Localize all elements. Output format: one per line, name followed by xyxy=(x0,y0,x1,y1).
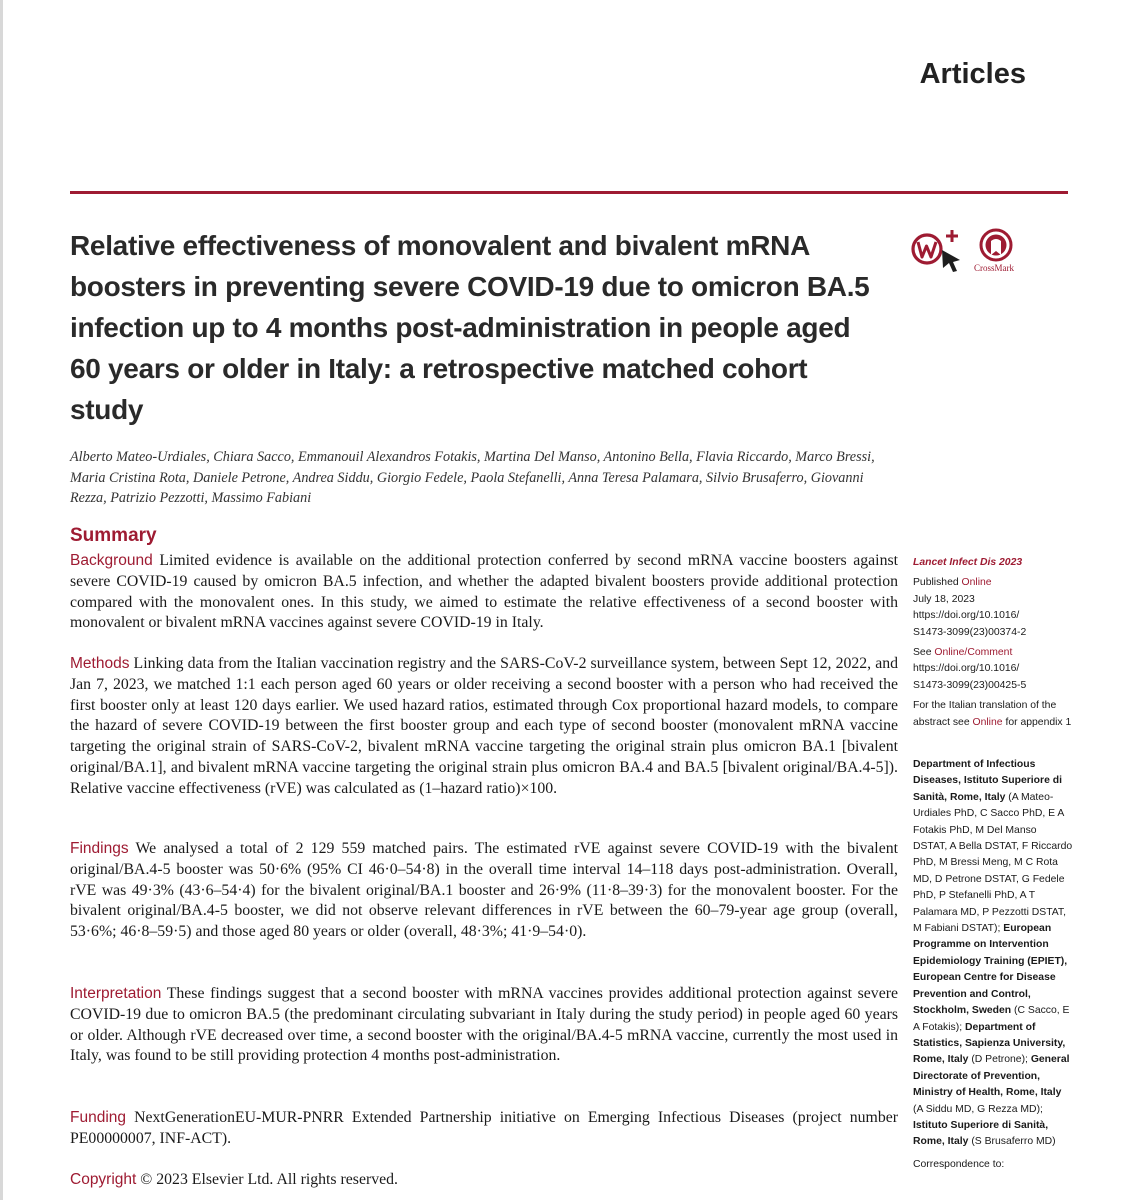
summary-heading: Summary xyxy=(70,525,157,546)
author-list: Alberto Mateo-Urdiales, Chiara Sacco, Emmanouil Alexandros Fotakis, Martina Del Manso, Antonino Bella, Flavia Riccardo, Marco Bressi, Maria Cristina Rota, Daniele Petrone, Andrea Siddu, Giorgio Fedele, Paola Stefanelli, Anna Teresa Palamara, Silvio Brusaferro, Giovanni Rezza, Patrizio Pezzotti, Massimo Fabiani xyxy=(70,449,875,506)
doi-link[interactable]: https://doi.org/10.1016/ xyxy=(913,663,1020,675)
section-label: Articles xyxy=(919,58,1026,90)
doi-link[interactable]: S1473-3099(23)00425-5 xyxy=(913,679,1027,691)
abstract-label: Methods xyxy=(70,655,130,672)
doi-link[interactable]: S1473-3099(23)00374-2 xyxy=(913,626,1027,638)
abstract-text: © 2023 Elsevier Ltd. All rights reserved. xyxy=(140,1171,398,1188)
abstract-text: Linking data from the Italian vaccination registry and the SARS-CoV-2 surveillance system, between Sept 12, 2022, and Jan 7, 2023, we matched 1:1 each person aged 60 years or older receiving a second booster with a person who had received the first booster only at least 120 days earlier. We used hazard ratios, estimated through Cox proportional hazard models, to compare the hazard of severe COVID-19 between the first booster group and each type of second booster (monovalent mRNA vaccine targeting the original strain of SARS-CoV-2, bivalent mRNA vaccine targeting the original strain plus omicron BA.1 [bivalent original/BA.1], and bivalent mRNA vaccine targeting the original strain plus omicron BA.4 and BA.5 [bivalent original/BA.4-5]). Relative vaccine effectiveness (rVE) was calculated as (1–hazard ratio)×100. xyxy=(70,655,899,797)
affiliation-people: (A Siddu MD, G Rezza MD); xyxy=(913,1103,1043,1115)
sidebar-affiliations xyxy=(913,757,1073,1173)
abstract-interpretation xyxy=(70,984,898,1067)
translation-suffix: for appendix 1 xyxy=(1005,716,1072,728)
article-title: Relative effectiveness of monovalent and bivalent mRNA boosters in preventing severe COVID-19 due to omicron BA.5 infection up to 4 months post-administration in people aged 60 years or older in Italy: a retrospective matched cohort study xyxy=(70,230,870,425)
abstract-label: Background xyxy=(70,552,153,569)
abstract-text: Limited evidence is available on the additional protection conferred by second mRNA vaccine boosters against severe COVID-19 caused by omicron BA.5 infection, and whether the adapted bivalent boosters provide additional protection compared with the monovalent ones. In this study, we aimed to estimate the relative effectiveness of a second booster with monovalent or bivalent mRNA vaccines against severe COVID-19 in Italy. xyxy=(70,552,899,632)
published-online-link[interactable]: Online xyxy=(961,577,992,589)
affiliation-name: Istituto Superiore di Sanità, Rome, Italy xyxy=(913,1119,1049,1148)
publication-date: July 18, 2023 xyxy=(913,593,975,605)
crossmark-icon[interactable] xyxy=(978,228,1014,262)
abstract-copyright xyxy=(70,1170,898,1191)
abstract-funding xyxy=(70,1108,898,1150)
published-prefix: Published xyxy=(913,577,959,589)
abstract-label: Interpretation xyxy=(70,985,162,1002)
affiliation-name: European Programme on Intervention Epidemiology Training (EPIET), European Centre for Disease Prevention and Control, Stockholm, Sweden xyxy=(913,923,1068,1017)
abstract-label: Funding xyxy=(70,1109,127,1126)
abstract-label: Findings xyxy=(70,840,129,857)
web-extra-icon[interactable] xyxy=(910,230,972,272)
abstract-methods xyxy=(70,654,898,800)
abstract-text: These findings suggest that a second booster with mRNA vaccines provides additional protection against severe COVID-19 due to omicron BA.5 (the predominant circulating subvariant in Italy during the study period) in people aged 60 years or older. Although rVE decreased over time, a second booster with the original/BA.4-5 mRNA vaccine, currently the most used in Italy, was found to be still providing protection 4 months post-administration. xyxy=(70,985,898,1065)
affiliation-name: Department of Statistics, Sapienza University, Rome, Italy xyxy=(913,1021,1066,1066)
affiliation-name: Department of Infectious Diseases, Istituto Superiore di Sanità, Rome, Italy xyxy=(913,759,1062,803)
translation-link[interactable]: Online xyxy=(972,716,1003,728)
affiliation-people: (S Brusaferro MD) xyxy=(971,1136,1056,1148)
affiliation-name: General Directorate of Prevention, Ministry of Health, Rome, Italy xyxy=(913,1054,1070,1099)
header-rule xyxy=(70,191,1068,194)
abstract-findings xyxy=(70,839,898,943)
sidebar-publication xyxy=(913,555,1073,731)
doi-link[interactable]: https://doi.org/10.1016/ xyxy=(913,610,1020,622)
article-badges xyxy=(910,226,1022,276)
journal-citation: Lancet Infect Dis 2023 xyxy=(913,557,1023,568)
affiliation-people: (C Sacco, E A Fotakis); xyxy=(913,1005,1070,1033)
translation-text: For the Italian translation of the abstract see xyxy=(913,700,1057,728)
crossmark-label: CrossMark xyxy=(974,263,1014,273)
comment-link[interactable]: Online/Comment xyxy=(934,647,1013,659)
page-edge xyxy=(0,0,3,1200)
correspondence-label: Correspondence to: xyxy=(913,1158,1005,1170)
abstract-text: We analysed a total of 2 129 559 matched pairs. The estimated rVE against severe COVID-19 with the bivalent original/BA.4-5 booster was 50·6% (95% CI 46·0–54·8) in the overall time interval 14–118 days post-administration. Overall, rVE was 49·3% (43·6–54·4) for the bivalent original/BA.1 booster and 26·9% (11·8–39·3) for the monovalent booster. For the bivalent original/BA.4-5 booster, we did not observe relevant differences in rVE between the 60–79-year age group (overall, 53·6%; 46·8–59·5) and those aged 80 years or older (overall, 48·3%; 41·9–54·0). xyxy=(70,840,898,941)
abstract-text: NextGenerationEU-MUR-PNRR Extended Partnership initiative on Emerging Infectious Diseases (project number PE00000007, INF-ACT). xyxy=(70,1109,898,1147)
affiliation-people: (D Petrone); xyxy=(971,1054,1028,1066)
abstract-label: Copyright xyxy=(70,1171,137,1188)
affiliation-people: (A Mateo-Urdiales PhD, C Sacco PhD, E A Fotakis PhD, M Del Manso DSTAT, A Bella DSTAT, F Riccardo PhD, M Bressi Meng, M C Rota MD, D Petrone DSTAT, G Fedele PhD, P Stefanelli PhD, A T Palamara MD, P Pezzotti DSTAT, M Fabiani DSTAT); xyxy=(913,791,1073,935)
see-prefix: See xyxy=(913,647,932,659)
abstract-background xyxy=(70,551,898,634)
